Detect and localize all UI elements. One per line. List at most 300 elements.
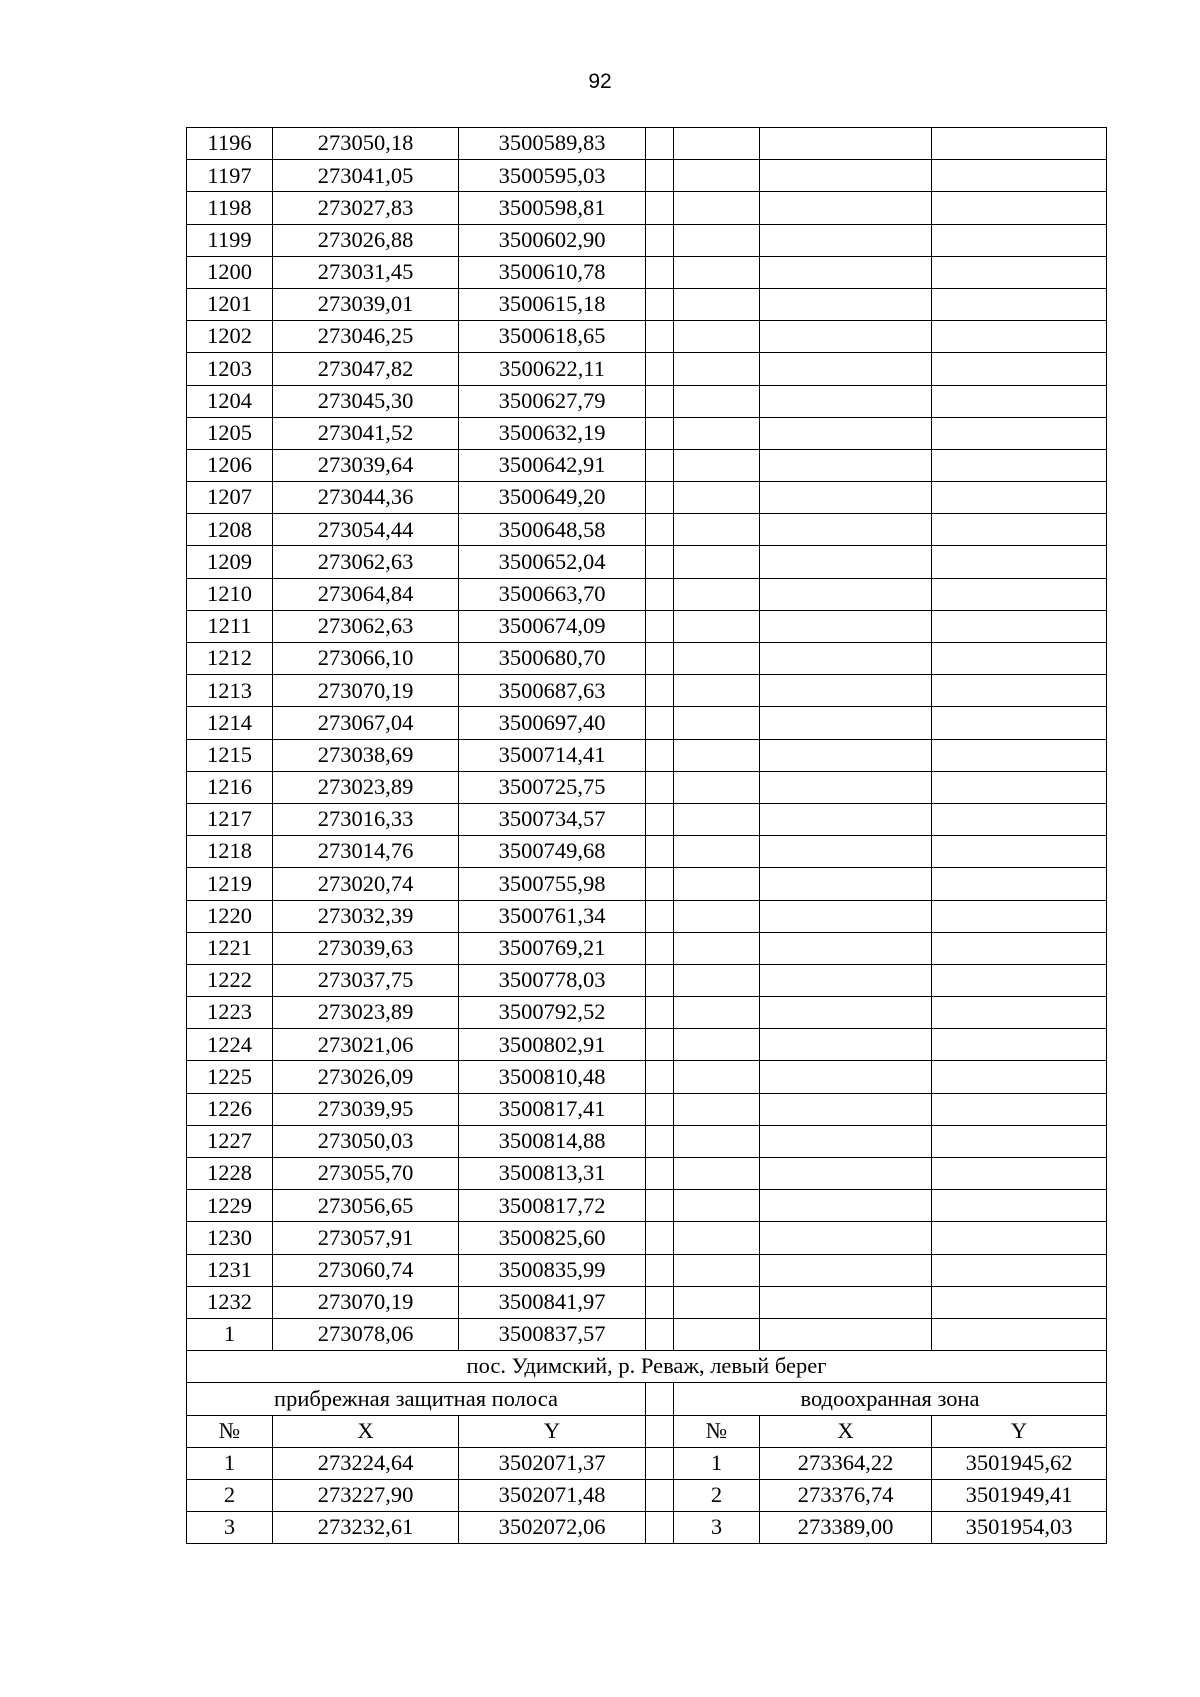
empty-cell: [760, 932, 932, 964]
table-row: [187, 1512, 1107, 1544]
table-cell: 3501949,41: [932, 1479, 1107, 1511]
empty-cell: [674, 1286, 760, 1318]
empty-cell: [760, 803, 932, 835]
table-row: [187, 1254, 1107, 1286]
table-row: [187, 739, 1107, 771]
col-header-no: №: [674, 1415, 760, 1447]
table-cell: 1229: [187, 1190, 273, 1222]
table-cell: 1224: [187, 1029, 273, 1061]
empty-cell: [646, 321, 674, 353]
empty-cell: [646, 160, 674, 192]
empty-cell: [932, 546, 1107, 578]
empty-cell: [760, 288, 932, 320]
empty-cell: [646, 578, 674, 610]
empty-cell: [760, 1222, 932, 1254]
table-row: [187, 514, 1107, 546]
table-cell: 273026,88: [273, 224, 459, 256]
col-header-y: Y: [459, 1415, 646, 1447]
empty-cell: [674, 836, 760, 868]
table-cell: 3500769,21: [459, 932, 646, 964]
table-cell: 273070,19: [273, 1286, 459, 1318]
table-cell: 1203: [187, 353, 273, 385]
table-cell: 3500649,20: [459, 482, 646, 514]
table-cell: 3500680,70: [459, 643, 646, 675]
empty-cell: [760, 1286, 932, 1318]
table-cell: 273039,63: [273, 932, 459, 964]
table-cell: 3500663,70: [459, 578, 646, 610]
table-cell: 1200: [187, 256, 273, 288]
empty-cell: [760, 675, 932, 707]
table-cell: 273064,84: [273, 578, 459, 610]
table-cell: 273023,89: [273, 771, 459, 803]
empty-cell: [674, 321, 760, 353]
table-cell: 3500589,83: [459, 128, 646, 160]
empty-cell: [760, 160, 932, 192]
coordinates-table: [186, 127, 1107, 1544]
table-cell: 3500817,72: [459, 1190, 646, 1222]
table-cell: 1217: [187, 803, 273, 835]
empty-cell: [932, 256, 1107, 288]
table-cell: 1212: [187, 643, 273, 675]
empty-cell: [674, 900, 760, 932]
empty-cell: [932, 1061, 1107, 1093]
water-protection-zone-header: водоохранная зона: [674, 1383, 1107, 1415]
table-cell: 273066,10: [273, 643, 459, 675]
column-header-row: [187, 1415, 1107, 1447]
table-cell: 3500825,60: [459, 1222, 646, 1254]
table-cell: 273026,09: [273, 1061, 459, 1093]
empty-cell: [674, 224, 760, 256]
spacer-cell: [646, 1447, 674, 1479]
empty-cell: [760, 192, 932, 224]
empty-cell: [760, 224, 932, 256]
empty-cell: [646, 900, 674, 932]
table-cell: 1215: [187, 739, 273, 771]
table-cell: 3500602,90: [459, 224, 646, 256]
table-cell: 1216: [187, 771, 273, 803]
table-cell: 3500610,78: [459, 256, 646, 288]
table-cell: 3500627,79: [459, 385, 646, 417]
table-cell: 1220: [187, 900, 273, 932]
table-cell: 1218: [187, 836, 273, 868]
empty-cell: [760, 578, 932, 610]
table-cell: 1230: [187, 1222, 273, 1254]
table-row: [187, 288, 1107, 320]
table-cell: 3500648,58: [459, 514, 646, 546]
table-cell: 273057,91: [273, 1222, 459, 1254]
table-row: [187, 1222, 1107, 1254]
empty-cell: [674, 739, 760, 771]
empty-cell: [674, 578, 760, 610]
empty-cell: [674, 1158, 760, 1190]
table-cell: 3502071,37: [459, 1447, 646, 1479]
empty-cell: [760, 997, 932, 1029]
table-row: [187, 643, 1107, 675]
col-header-no: №: [187, 1415, 273, 1447]
table-row: [187, 128, 1107, 160]
table-cell: 273046,25: [273, 321, 459, 353]
empty-cell: [932, 868, 1107, 900]
section-title-row: [187, 1351, 1107, 1383]
empty-cell: [674, 288, 760, 320]
empty-cell: [646, 449, 674, 481]
table-cell: 1: [674, 1447, 760, 1479]
empty-cell: [646, 385, 674, 417]
empty-cell: [646, 964, 674, 996]
table-cell: 1199: [187, 224, 273, 256]
table-cell: 3500714,41: [459, 739, 646, 771]
table-row: [187, 482, 1107, 514]
empty-cell: [646, 803, 674, 835]
empty-cell: [932, 449, 1107, 481]
table-cell: 273067,04: [273, 707, 459, 739]
empty-cell: [674, 1061, 760, 1093]
empty-cell: [674, 256, 760, 288]
empty-cell: [760, 1318, 932, 1350]
table-cell: 1207: [187, 482, 273, 514]
empty-cell: [932, 321, 1107, 353]
table-cell: 273021,06: [273, 1029, 459, 1061]
table-cell: 3501954,03: [932, 1512, 1107, 1544]
table-row: [187, 1125, 1107, 1157]
table-cell: 1205: [187, 417, 273, 449]
table-cell: 1196: [187, 128, 273, 160]
empty-cell: [760, 868, 932, 900]
empty-cell: [646, 256, 674, 288]
table-cell: 1222: [187, 964, 273, 996]
empty-cell: [646, 288, 674, 320]
empty-cell: [760, 449, 932, 481]
spacer-cell: [646, 1479, 674, 1511]
empty-cell: [932, 1029, 1107, 1061]
empty-cell: [646, 128, 674, 160]
table-cell: 3500792,52: [459, 997, 646, 1029]
table-cell: 3502072,06: [459, 1512, 646, 1544]
table-cell: 273050,18: [273, 128, 459, 160]
empty-cell: [646, 514, 674, 546]
empty-cell: [760, 707, 932, 739]
empty-cell: [646, 675, 674, 707]
section-title: пос. Удимский, р. Реваж, левый берег: [187, 1351, 1107, 1383]
table-cell: 273070,19: [273, 675, 459, 707]
empty-cell: [760, 1061, 932, 1093]
table-cell: 1: [187, 1447, 273, 1479]
table-cell: 1227: [187, 1125, 273, 1157]
empty-cell: [760, 256, 932, 288]
table-row: [187, 546, 1107, 578]
empty-cell: [760, 385, 932, 417]
empty-cell: [646, 997, 674, 1029]
table-cell: 1210: [187, 578, 273, 610]
table-row: [187, 192, 1107, 224]
empty-cell: [760, 417, 932, 449]
table-cell: 3501945,62: [932, 1447, 1107, 1479]
table-row: [187, 1286, 1107, 1318]
table-cell: 273014,76: [273, 836, 459, 868]
empty-cell: [674, 643, 760, 675]
table-cell: 1225: [187, 1061, 273, 1093]
table-cell: 273044,36: [273, 482, 459, 514]
table-row: [187, 1093, 1107, 1125]
empty-cell: [932, 803, 1107, 835]
table-cell: 1231: [187, 1254, 273, 1286]
table-row: [187, 417, 1107, 449]
empty-cell: [674, 610, 760, 642]
empty-cell: [932, 482, 1107, 514]
table-cell: 2: [187, 1479, 273, 1511]
empty-cell: [674, 449, 760, 481]
table-cell: 273364,22: [760, 1447, 932, 1479]
table-cell: 3500761,34: [459, 900, 646, 932]
table-row: [187, 610, 1107, 642]
empty-cell: [760, 1125, 932, 1157]
empty-cell: [932, 771, 1107, 803]
empty-cell: [760, 1158, 932, 1190]
empty-cell: [760, 964, 932, 996]
table-cell: 3500725,75: [459, 771, 646, 803]
empty-cell: [674, 675, 760, 707]
col-header-x: X: [760, 1415, 932, 1447]
table-cell: 273078,06: [273, 1318, 459, 1350]
table-cell: 273041,05: [273, 160, 459, 192]
empty-cell: [674, 546, 760, 578]
empty-cell: [646, 1190, 674, 1222]
table-cell: 1198: [187, 192, 273, 224]
table-row: [187, 1158, 1107, 1190]
table-row: [187, 160, 1107, 192]
table-row: [187, 578, 1107, 610]
table-cell: 273389,00: [760, 1512, 932, 1544]
empty-cell: [932, 353, 1107, 385]
table-cell: 3500734,57: [459, 803, 646, 835]
table-row: [187, 224, 1107, 256]
empty-cell: [646, 1093, 674, 1125]
empty-cell: [760, 771, 932, 803]
table-row: [187, 900, 1107, 932]
table-cell: 273038,69: [273, 739, 459, 771]
table-cell: 3500615,18: [459, 288, 646, 320]
empty-cell: [674, 385, 760, 417]
empty-cell: [646, 1158, 674, 1190]
table-cell: 3500595,03: [459, 160, 646, 192]
table-cell: 273045,30: [273, 385, 459, 417]
empty-cell: [674, 997, 760, 1029]
table-row: [187, 1318, 1107, 1350]
table-cell: 273062,63: [273, 610, 459, 642]
empty-cell: [646, 353, 674, 385]
table-cell: 3500813,31: [459, 1158, 646, 1190]
empty-cell: [646, 1318, 674, 1350]
table-cell: 3500755,98: [459, 868, 646, 900]
empty-cell: [674, 160, 760, 192]
continuation-rows: [187, 128, 1107, 1351]
empty-cell: [760, 514, 932, 546]
empty-cell: [932, 610, 1107, 642]
empty-cell: [932, 1125, 1107, 1157]
table-cell: 3500697,40: [459, 707, 646, 739]
table-cell: 1201: [187, 288, 273, 320]
empty-cell: [674, 482, 760, 514]
table-cell: 1197: [187, 160, 273, 192]
table-cell: 3500652,04: [459, 546, 646, 578]
table-row: [187, 932, 1107, 964]
table-cell: 1214: [187, 707, 273, 739]
table-row: [187, 803, 1107, 835]
table-row: [187, 1190, 1107, 1222]
empty-cell: [674, 964, 760, 996]
empty-cell: [760, 482, 932, 514]
empty-cell: [674, 1029, 760, 1061]
table-cell: 3: [187, 1512, 273, 1544]
table-cell: 273020,74: [273, 868, 459, 900]
table-cell: 3500687,63: [459, 675, 646, 707]
empty-cell: [674, 353, 760, 385]
table-cell: 3500817,41: [459, 1093, 646, 1125]
empty-cell: [646, 1286, 674, 1318]
empty-cell: [932, 224, 1107, 256]
empty-cell: [674, 803, 760, 835]
empty-cell: [760, 643, 932, 675]
empty-cell: [932, 417, 1107, 449]
table-row: [187, 707, 1107, 739]
table-cell: 3500837,57: [459, 1318, 646, 1350]
table-row: [187, 997, 1107, 1029]
table-cell: 3500642,91: [459, 449, 646, 481]
table-row: [187, 836, 1107, 868]
empty-cell: [646, 771, 674, 803]
table-cell: 1232: [187, 1286, 273, 1318]
table-cell: 3: [674, 1512, 760, 1544]
table-row: [187, 1447, 1107, 1479]
table-cell: 273023,89: [273, 997, 459, 1029]
empty-cell: [932, 160, 1107, 192]
table-cell: 3500674,09: [459, 610, 646, 642]
table-cell: 273050,03: [273, 1125, 459, 1157]
empty-cell: [646, 417, 674, 449]
empty-cell: [646, 643, 674, 675]
table-cell: 273232,61: [273, 1512, 459, 1544]
table-cell: 3502071,48: [459, 1479, 646, 1511]
empty-cell: [674, 1318, 760, 1350]
empty-cell: [674, 932, 760, 964]
empty-cell: [646, 1061, 674, 1093]
empty-cell: [674, 771, 760, 803]
empty-cell: [646, 1125, 674, 1157]
empty-cell: [932, 1190, 1107, 1222]
table-cell: 3500802,91: [459, 1029, 646, 1061]
empty-cell: [646, 224, 674, 256]
table-row: [187, 449, 1107, 481]
empty-cell: [646, 546, 674, 578]
empty-cell: [932, 643, 1107, 675]
spacer-cell: [646, 1512, 674, 1544]
empty-cell: [760, 321, 932, 353]
table-cell: 2: [674, 1479, 760, 1511]
table-row: [187, 353, 1107, 385]
empty-cell: [932, 707, 1107, 739]
empty-cell: [760, 739, 932, 771]
table-cell: 3500622,11: [459, 353, 646, 385]
table-cell: 1204: [187, 385, 273, 417]
zone-header-row: [187, 1383, 1107, 1415]
table-cell: 273047,82: [273, 353, 459, 385]
empty-cell: [646, 739, 674, 771]
table-cell: 3500814,88: [459, 1125, 646, 1157]
table-row: [187, 1479, 1107, 1511]
table-cell: 3500598,81: [459, 192, 646, 224]
table-cell: 273062,63: [273, 546, 459, 578]
section-block: [187, 1351, 1107, 1448]
empty-cell: [932, 128, 1107, 160]
empty-cell: [932, 900, 1107, 932]
table-cell: 273016,33: [273, 803, 459, 835]
empty-cell: [932, 1093, 1107, 1125]
table-cell: 1228: [187, 1158, 273, 1190]
empty-cell: [932, 997, 1107, 1029]
empty-cell: [674, 514, 760, 546]
empty-cell: [674, 1125, 760, 1157]
section-rows: [187, 1447, 1107, 1544]
empty-cell: [646, 868, 674, 900]
table-cell: 3500835,99: [459, 1254, 646, 1286]
empty-cell: [674, 1222, 760, 1254]
empty-cell: [932, 739, 1107, 771]
table-cell: 273227,90: [273, 1479, 459, 1511]
empty-cell: [646, 1029, 674, 1061]
table-cell: 273041,52: [273, 417, 459, 449]
table-cell: 273037,75: [273, 964, 459, 996]
empty-cell: [760, 1029, 932, 1061]
table-row: [187, 385, 1107, 417]
empty-cell: [646, 610, 674, 642]
table-cell: 1202: [187, 321, 273, 353]
empty-cell: [932, 192, 1107, 224]
col-header-y: Y: [932, 1415, 1107, 1447]
empty-cell: [674, 1093, 760, 1125]
table-cell: 273054,44: [273, 514, 459, 546]
spacer-cell: [646, 1415, 674, 1447]
empty-cell: [646, 932, 674, 964]
empty-cell: [760, 546, 932, 578]
empty-cell: [932, 1222, 1107, 1254]
table-cell: 1208: [187, 514, 273, 546]
spacer-cell: [646, 1383, 674, 1415]
empty-cell: [674, 1190, 760, 1222]
empty-cell: [646, 192, 674, 224]
empty-cell: [646, 836, 674, 868]
empty-cell: [674, 417, 760, 449]
table-cell: 1213: [187, 675, 273, 707]
table-cell: 1209: [187, 546, 273, 578]
table-row: [187, 256, 1107, 288]
table-cell: 1223: [187, 997, 273, 1029]
table-cell: 273027,83: [273, 192, 459, 224]
empty-cell: [646, 1254, 674, 1286]
table-cell: 1226: [187, 1093, 273, 1125]
empty-cell: [760, 353, 932, 385]
empty-cell: [932, 1318, 1107, 1350]
empty-cell: [646, 1222, 674, 1254]
empty-cell: [760, 1093, 932, 1125]
table-cell: 1221: [187, 932, 273, 964]
table-row: [187, 675, 1107, 707]
table-row: [187, 868, 1107, 900]
table-cell: 273039,01: [273, 288, 459, 320]
table-cell: 273055,70: [273, 1158, 459, 1190]
empty-cell: [674, 868, 760, 900]
table-cell: 273039,64: [273, 449, 459, 481]
empty-cell: [674, 192, 760, 224]
